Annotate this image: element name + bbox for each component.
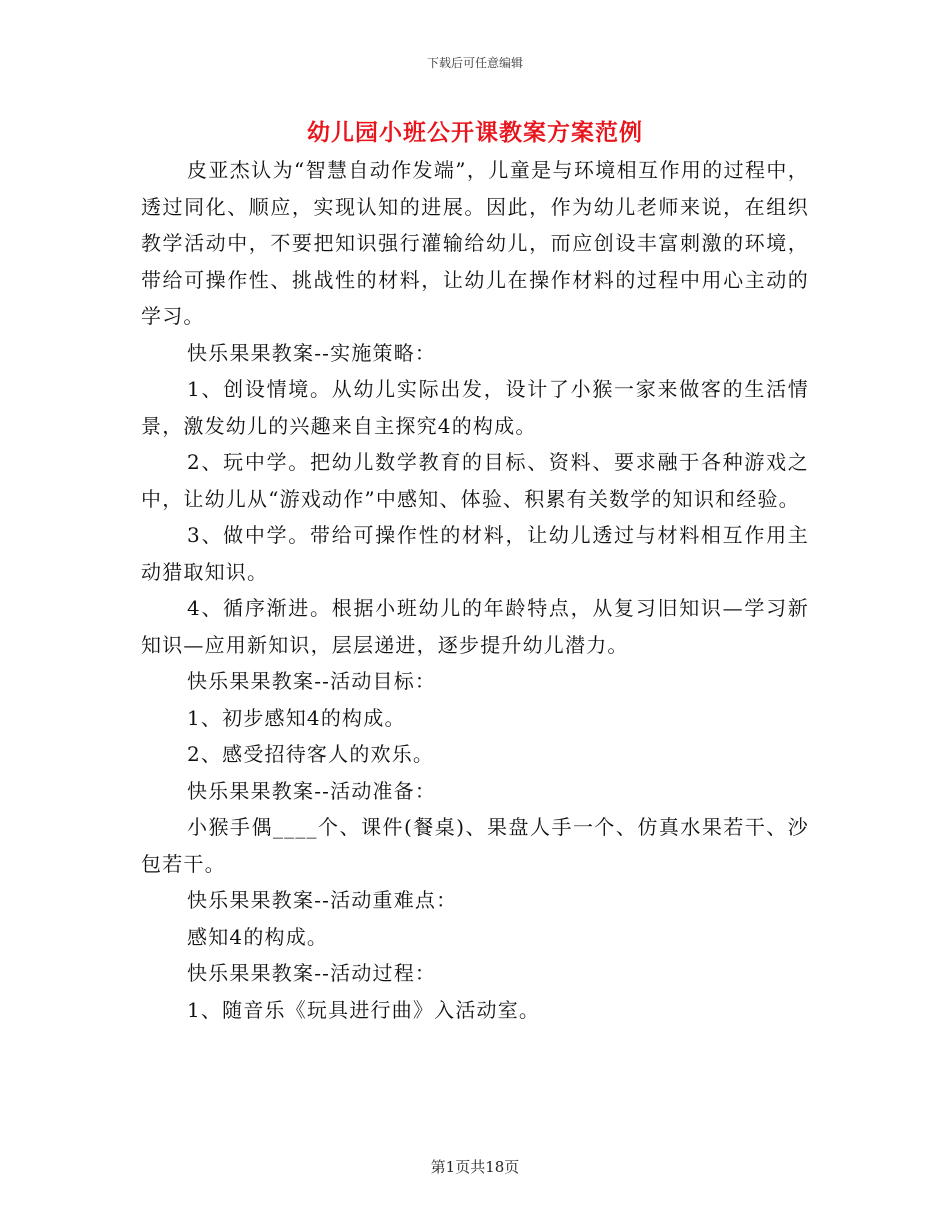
section-heading-strategy: 快乐果果教案--实施策略： [187, 340, 437, 365]
section-heading-preparation: 快乐果果教案--活动准备： [187, 778, 437, 803]
process-item-1: 1、随音乐《玩具进行曲》入活动室。 [187, 997, 541, 1022]
document-body [141, 152, 809, 1028]
goal-item-1: 1、初步感知4的构成。 [187, 705, 406, 730]
section-heading-goals: 快乐果果教案--活动目标： [187, 669, 437, 693]
header-note: 下载后可任意编辑 [426, 56, 523, 70]
strategy-item-2: 2、玩中学。把幼儿数学教育的目标、资料、要求融于各种游戏之中，让幼儿从“游戏动作”中感知、体验、积累有关数学的知识和经验。 [141, 450, 809, 511]
section-heading-key-points: 快乐果果教案--活动重难点： [187, 888, 458, 912]
strategy-item-1: 1、创设情境。从幼儿实际出发，设计了小猴一家来做客的生活情景，激发幼儿的兴趣来自主探究4的构成。 [141, 377, 809, 438]
strategy-item-3: 3、做中学。带给可操作性的材料，让幼儿透过与材料相互作用主动猎取知识。 [141, 523, 809, 584]
section-heading-process: 快乐果果教案--活动过程： [187, 961, 437, 985]
goal-item-2: 2、感受招待客人的欢乐。 [187, 742, 435, 766]
document-title: 幼儿园小班公开课教案方案范例 [307, 119, 643, 146]
key-points-text: 感知4的构成。 [187, 924, 329, 949]
page-footer: 第1页共18页 [430, 1158, 520, 1176]
strategy-item-4: 4、循序渐进。根据小班幼儿的年龄特点，从复习旧知识—学习新知识—应用新知识，层层递进，逐步提升幼儿潜力。 [141, 596, 809, 657]
paragraph-intro: 皮亚杰认为“智慧自动作发端”，儿童是与环境相互作用的过程中，透过同化、顺应，实现认知的进展。因此，作为幼儿老师来说，在组织教学活动中，不要把知识强行灌输给幼儿，而应创设丰富刺激的环境，带给可操作性、挑战性的材料，让幼儿在操作材料的过程中用心主动的学习。 [141, 158, 809, 328]
preparation-text: 小猴手偶____个、课件(餐桌)、果盘人手一个、仿真水果若干、沙包若干。 [141, 815, 809, 876]
